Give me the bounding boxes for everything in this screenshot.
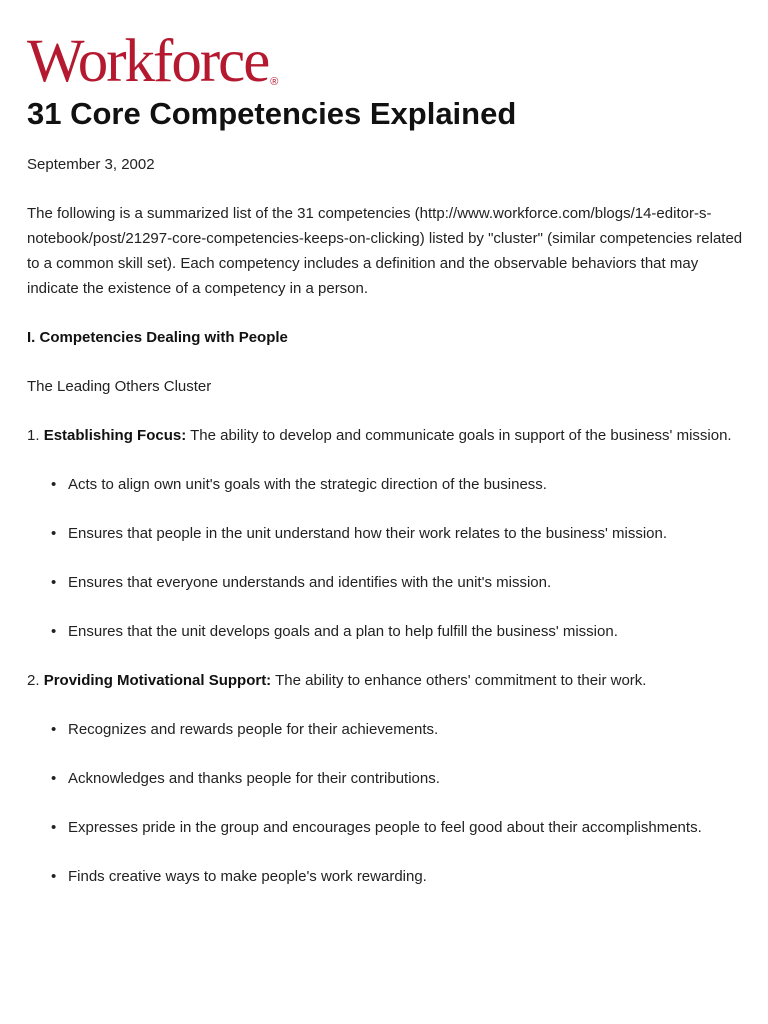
competency-number: 2. [27,672,40,689]
list-item [51,717,743,742]
competency-definition: The ability to develop and communicate goals in support of the business' mission. [190,427,732,444]
bullet-icon: • [51,476,57,493]
article-date: September 3, 2002 [27,156,155,173]
behavior-text: Recognizes and rewards people for their achievements. [68,721,439,738]
behavior-text: Acts to align own unit's goals with the strategic direction of the business. [68,476,547,493]
competency-number: 1. [27,427,40,444]
bullet-icon: • [51,819,57,836]
bullet-icon: • [51,770,57,787]
behavior-text: Ensures that the unit develops goals and a plan to help fulfill the business' mission. [68,623,618,640]
bullet-icon: • [51,574,57,591]
behavior-text: Ensures that people in the unit understand how their work relates to the business' mission. [68,525,668,542]
section-heading [27,325,743,350]
bullet-icon: • [51,721,57,738]
behavior-text: Finds creative ways to make people's work rewarding. [68,868,427,885]
article-body [27,152,743,913]
bullet-icon: • [51,868,57,885]
competency-definition: The ability to enhance others' commitment to their work. [275,672,647,689]
competency-1 [27,423,743,448]
list-item [51,864,743,889]
registered-mark: ® [270,76,279,88]
logo-text: Workforce [27,28,269,95]
page-title: 31 Core Competencies Explained [27,96,517,131]
competency-1-behaviors [27,472,743,644]
list-item [51,766,743,791]
list-item [51,521,743,546]
behavior-text: Expresses pride in the group and encourages people to feel good about their accomplishments. [68,819,702,836]
competency-2 [27,668,743,693]
section-heading-text: I. Competencies Dealing with People [27,329,288,346]
behavior-text: Ensures that everyone understands and identifies with the unit's mission. [68,574,552,591]
competency-2-behaviors [27,717,743,889]
competency-name: Establishing Focus: [43,427,187,444]
list-item [51,570,743,595]
list-item [51,619,743,644]
list-item [51,472,743,497]
bullet-icon: • [51,525,57,542]
intro-paragraph: The following is a summarized list of the 31 competencies (http://www.workforce.com/blogs/14-editor-s-notebook/post/21297-core-competencies-keeps-on-clicking) listed by "cluster" (similar competencies related to a common skill set). Each competency includes a definition and the observable behaviors that may indicate the existence of a competency in a person. [27,205,743,297]
bullet-icon: • [51,623,57,640]
workforce-logo[interactable] [27,28,279,95]
behavior-text: Acknowledges and thanks people for their contributions. [68,770,440,787]
list-item [51,815,743,840]
competency-name: Providing Motivational Support: [43,672,272,689]
cluster-name: The Leading Others Cluster [27,378,212,395]
